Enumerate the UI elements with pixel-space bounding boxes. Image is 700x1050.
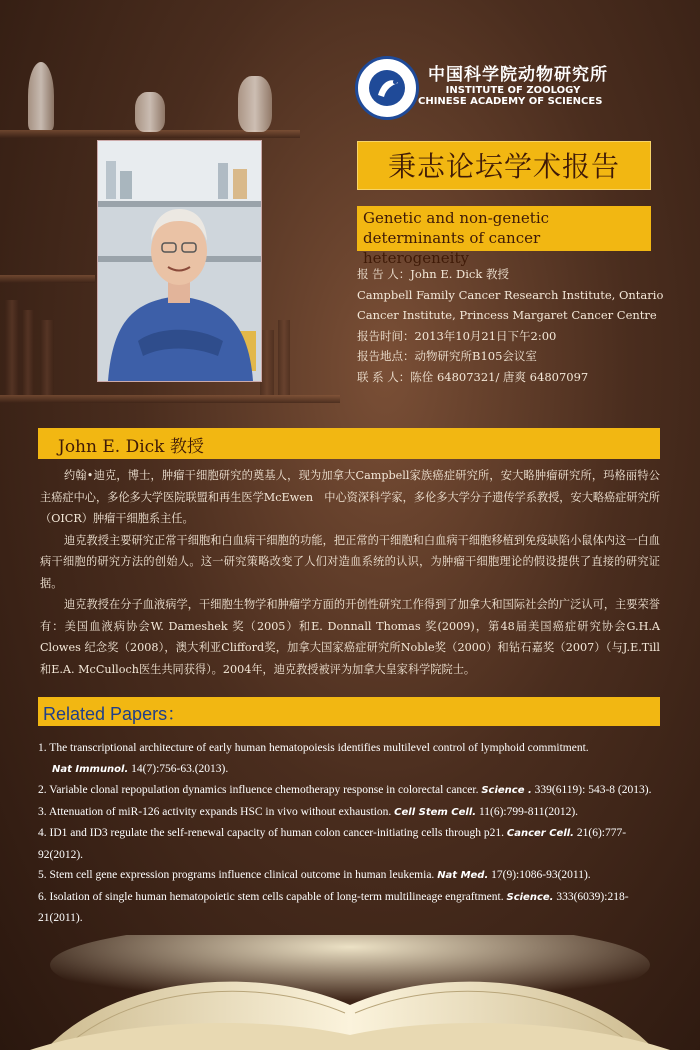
book-spine-decoration (278, 320, 290, 395)
paper-journal: Nat Med. (437, 870, 489, 881)
paper-item (38, 802, 668, 824)
shelf-decoration (0, 395, 340, 403)
book-spine-decoration (5, 300, 19, 395)
paper-title: 4. ID1 and ID3 regulate the self-renewal capacity of human colon cancer-initiating cells through p21. (38, 827, 504, 839)
paper-ref: 17(9):1086-93(2011). (488, 869, 591, 881)
talk-topic: Genetic and non-genetic determinants of cancer heterogeneity (363, 209, 550, 267)
book-spine-decoration (22, 310, 34, 395)
institute-name-cn: 中国科学院动物研究所 (428, 65, 608, 85)
contact-line: 联 系 人：陈佺 64807321/ 唐爽 64807097 (357, 369, 589, 384)
talk-info (357, 264, 687, 387)
vase-decoration (238, 76, 272, 132)
bio-paragraph: 约翰•迪克，博士，肿瘤干细胞研究的奠基人，现为加拿大Campbell家族癌症研究所，安大略肿瘤研究所，玛格丽特公主癌症中心，多伦多大学医院联盟和再生医学McEwen 中心资深科学家，多伦多大学分子遗传学系教授，安大略癌症研究所（OICR）肿瘤干细胞系主任。 (40, 469, 660, 525)
paper-journal: Cell Stem Cell. (394, 806, 477, 818)
paper-ref: 21(6):777-92(2012). (38, 827, 627, 861)
paper-title: 3. Attenuation of miR-126 activity expands HSC in vivo without exhaustion. (38, 805, 392, 818)
paper-journal: Science. (506, 891, 554, 903)
papers-heading-bar (38, 697, 660, 726)
speaker-line: 报 告 人：John E. Dick 教授 (357, 267, 509, 281)
paper-journal: Science . (481, 785, 532, 796)
vase-decoration (135, 92, 165, 132)
forum-title: 秉志论坛学术报告 (387, 150, 620, 183)
talk-time: 报告时间：2013年10月21日下午2:00 (357, 328, 557, 343)
paper-item (38, 738, 668, 780)
institute-name (418, 60, 688, 107)
paper-item (38, 780, 668, 802)
vase-decoration (28, 62, 54, 130)
talk-location: 报告地点：动物研究所B105会议室 (357, 349, 537, 363)
bio-paragraph: 迪克教授在分子血液病学，干细胞生物学和肿瘤学方面的开创性研究工作得到了加拿大和国际社会的广泛认可，主要荣誉有：美国血液病协会W. Dameshek 奖（2005）和E. Donnall Thomas 奖(2009)，第48届美国癌症研究协会G.H.A Clowes 纪念奖（2008），澳大利亚Clifford奖，加拿大国家癌症研究所Noble奖（2000）和钻石嘉奖（2007）（与J.E.Till和E.A. McCulloch医生共同获得）。2004年，迪克教授被评为加拿大皇家科学院院士。 (40, 598, 660, 676)
book-spine-decoration (260, 330, 274, 395)
institute-name-en-academy: CHINESE ACADEMY OF SCIENCES (418, 96, 603, 107)
paper-item (38, 887, 668, 929)
paper-item (38, 865, 668, 887)
book-spine-decoration (40, 320, 54, 395)
bio-heading: John E. Dick 教授 (58, 437, 204, 457)
speaker-bio (40, 465, 660, 680)
paper-item (38, 823, 668, 865)
speaker-photo (97, 140, 262, 382)
paper-title: 1. The transcriptional architecture of early human hematopoiesis identifies multilevel control of lymphoid commitment. (38, 742, 589, 754)
papers-heading: Related Papers： (43, 704, 186, 724)
forum-title-banner (357, 141, 651, 190)
paper-ref: 11(6):799-811(2012). (476, 805, 579, 818)
bio-heading-bar (38, 428, 660, 459)
open-book-decoration (0, 935, 700, 1050)
paper-journal: Cancer Cell. (506, 828, 574, 839)
shelf-decoration (0, 275, 95, 283)
paper-title: 2. Variable clonal repopulation dynamics influence chemotherapy response in colorectal cancer. (38, 784, 479, 796)
affiliation-line-1: Campbell Family Cancer Research Institute, Ontario (357, 287, 664, 302)
talk-topic-banner (357, 206, 651, 267)
paper-ref: 339(6119): 543-8 (2013). (531, 784, 652, 796)
paper-title: 6. Isolation of single human hematopoietic stem cells capable of long-term multilineage engraftment. (38, 890, 504, 903)
paper-ref: 14(7):756-63.(2013). (128, 762, 229, 775)
paper-title: 5. Stem cell gene expression programs influence clinical outcome in human leukemia. (38, 869, 435, 881)
paper-journal: Nat Immunol. (52, 763, 129, 775)
paper-ref: 333(6039):218-21(2011). (38, 890, 629, 924)
related-papers-list (38, 738, 668, 929)
institute-logo (355, 56, 419, 120)
institute-name-en: INSTITUTE OF ZOOLOGY (445, 85, 581, 96)
bio-paragraph: 迪克教授主要研究正常干细胞和白血病干细胞的功能，把正常的干细胞和白血病干细胞移植到免疫缺陷小鼠体内这一白血病干细胞的研究方法的创始人。这一研究策略改变了人们对造血系统的认识，为肿瘤干细胞理论的假设提供了直接的研究证据。 (40, 533, 660, 590)
affiliation-line-2: Cancer Institute, Princess Margaret Cancer Centre (357, 308, 657, 322)
